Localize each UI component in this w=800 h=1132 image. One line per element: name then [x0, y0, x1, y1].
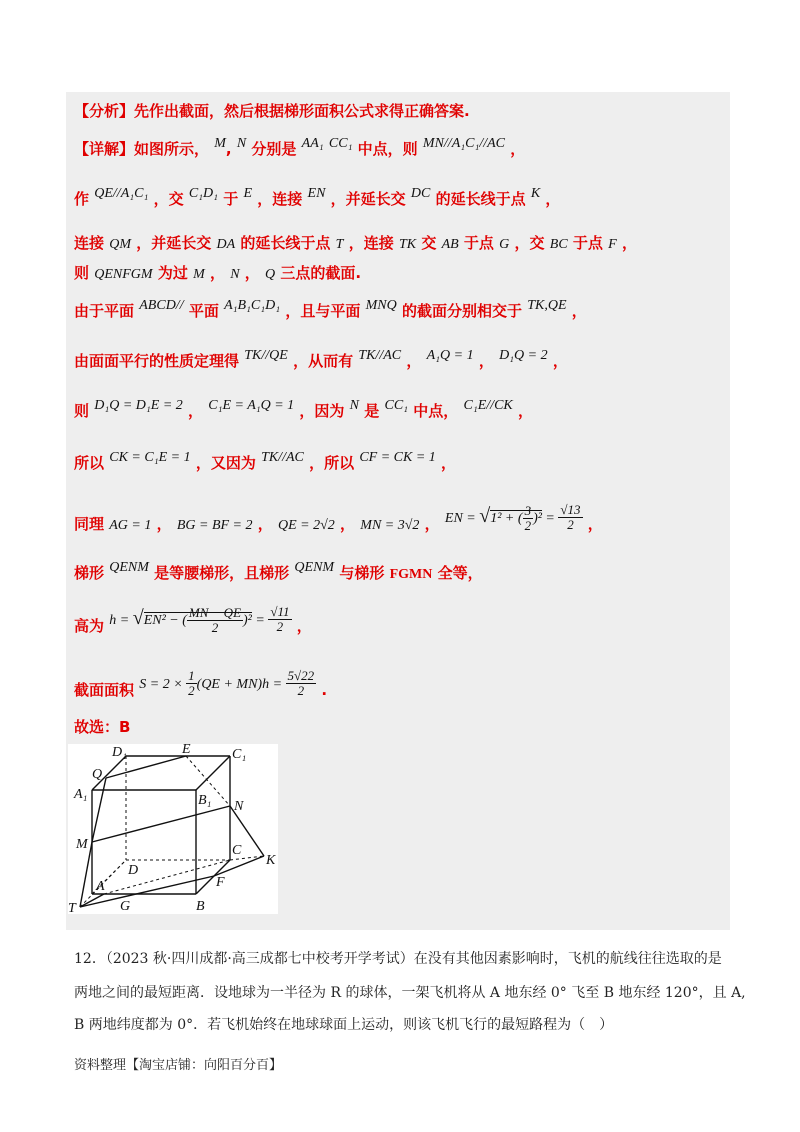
- math: QENM: [109, 560, 149, 575]
- text: 梯形: [74, 564, 105, 582]
- detail-line-2: [74, 188, 560, 209]
- num: √13: [560, 502, 581, 517]
- label-g: G: [120, 899, 131, 914]
- text: ，: [156, 515, 172, 533]
- text: 于: [223, 190, 239, 208]
- label-e: E: [182, 744, 191, 757]
- math: AG = 1: [109, 518, 152, 533]
- math: TK//QE: [244, 348, 288, 363]
- math: CK = C₁E = 1: [109, 450, 191, 465]
- math: M: [193, 267, 205, 282]
- text: ，连接: [257, 190, 303, 208]
- question-text: 12．（2023 秋·四川成都·高三成都七中校考开学考试）在没有其他因素影响时，飞机的航线往往选取的是: [74, 951, 722, 967]
- detail-line-6: [74, 350, 568, 371]
- text: 同理: [74, 515, 105, 533]
- question-text: 两地之间的最短距离．设地球为一半径为 R 的球体，一架飞机将从 A 地东经 0° 飞至 B 地东经 120°，且 A,: [74, 985, 746, 1001]
- math-n: N: [236, 136, 247, 151]
- text: 与梯形: [339, 564, 385, 582]
- question-line-1: [74, 948, 722, 968]
- math: C₁E = A₁Q = 1: [208, 398, 295, 413]
- math: CC₁: [384, 398, 409, 413]
- text: ，且与平面: [285, 302, 361, 320]
- math: BC: [549, 237, 568, 252]
- text: ，: [571, 302, 587, 320]
- text: ，并延长交: [136, 234, 212, 252]
- text: ，: [552, 352, 568, 370]
- analysis-text: 【分析】先作出截面，然后根据梯形面积公式求得正确答案.: [74, 102, 470, 120]
- answer-text: 故选：B: [74, 718, 131, 736]
- text: 作: [74, 190, 90, 208]
- detail-lead: 【详解】如图所示，: [74, 140, 210, 158]
- text: 则: [74, 264, 90, 282]
- label-d1: D₁: [112, 745, 127, 760]
- den: 2: [567, 517, 574, 532]
- footer-text: 资料整理【淘宝店铺：向阳百分百】: [74, 1058, 283, 1073]
- math: TK//AC: [261, 450, 304, 465]
- text: ，: [424, 515, 440, 533]
- text: ，所以: [309, 454, 355, 472]
- text: ，: [517, 402, 533, 420]
- math: 1² +: [490, 511, 518, 526]
- math: QE//A₁C₁: [94, 186, 149, 201]
- math: QENM: [294, 560, 335, 575]
- text: ，: [545, 190, 561, 208]
- question-line-2: [74, 982, 746, 1002]
- text: 中点，: [413, 402, 459, 420]
- detail-line-4: [74, 262, 361, 283]
- text: ，: [587, 515, 603, 533]
- sqrt-body: EN² − ( $\frac{MN - QE}{2}$ )²: [143, 605, 252, 636]
- text: 的延长线于点: [240, 234, 331, 252]
- text: ，又因为: [195, 454, 256, 472]
- answer-line: [74, 716, 130, 737]
- text: 由于平面: [74, 302, 135, 320]
- fraction: [186, 669, 197, 698]
- text: ，: [188, 402, 204, 420]
- math: FGMN: [389, 567, 433, 582]
- detail-line-7: [74, 400, 533, 421]
- math: D₁Q = D₁E = 2: [94, 398, 183, 413]
- text: .: [321, 681, 328, 699]
- text: ，: [406, 352, 422, 370]
- math: EN: [307, 186, 326, 201]
- text: ，连接: [348, 234, 394, 252]
- math: A₁Q = 1: [426, 348, 474, 363]
- fraction: [268, 605, 291, 634]
- den: 2: [297, 683, 305, 698]
- label-d: D: [128, 863, 139, 878]
- label-c1: C₁: [232, 747, 247, 762]
- label-f: F: [216, 875, 225, 890]
- label-a: A: [96, 879, 105, 894]
- text: 分别是: [251, 140, 297, 158]
- math: N: [230, 267, 240, 282]
- text: 则: [74, 402, 90, 420]
- num: √11: [270, 604, 290, 619]
- den: 2: [276, 619, 284, 634]
- fraction: [523, 504, 534, 533]
- sqrt-body: 1² + ( $\frac{3}{2}$ )²: [490, 503, 542, 534]
- text: 中点，则: [357, 140, 418, 158]
- detail-line-10: [74, 562, 483, 583]
- math: TK,QE: [527, 298, 567, 313]
- text: 是: [364, 402, 380, 420]
- den: 2: [188, 683, 195, 698]
- num: 1: [188, 668, 195, 683]
- detail-line-1: 【详解】如图所示， M, N 分别是 AA₁ CC₁ 中点，则 MN//A₁C₁//AC ，: [74, 136, 526, 158]
- num: 5√22: [287, 668, 315, 683]
- text: 交: [421, 234, 437, 252]
- label-t: T: [68, 901, 76, 914]
- math: A₁B₁C₁D₁: [224, 298, 281, 313]
- math: QM: [109, 237, 132, 252]
- sqrt-sign: √: [132, 607, 144, 629]
- math: =: [541, 511, 559, 526]
- label-b: B: [196, 899, 205, 914]
- math: T: [335, 237, 344, 252]
- math: DA: [216, 237, 236, 252]
- text: 于点: [572, 234, 603, 252]
- text: 三点的截面.: [280, 264, 362, 282]
- text: ，: [621, 234, 637, 252]
- math-cc1: CC₁: [328, 136, 353, 151]
- label-q: Q: [92, 767, 103, 782]
- text: 由面面平行的性质定理得: [74, 352, 240, 370]
- text: ，并延长交: [330, 190, 406, 208]
- text: 所以: [74, 454, 105, 472]
- text: 高为: [74, 617, 105, 635]
- detail-line-8: [74, 452, 456, 473]
- math: C₁E//CK: [463, 398, 513, 413]
- fraction: [187, 606, 243, 635]
- text: ，: [441, 454, 457, 472]
- math: TK//AC: [358, 348, 402, 363]
- text: 于点: [463, 234, 494, 252]
- text: 截面面积: [74, 681, 135, 699]
- num: MN − QE: [188, 605, 242, 621]
- question-line-3: [74, 1014, 613, 1034]
- math: EN² −: [143, 613, 183, 628]
- label-b1: B₁: [198, 793, 212, 808]
- math: MN = 3√2: [360, 518, 420, 533]
- geometry-figure: [68, 744, 278, 914]
- math: D₁Q = 2: [499, 348, 548, 363]
- fraction: [558, 503, 582, 532]
- detail-line-12: [74, 668, 328, 705]
- detail-line-9: [74, 502, 603, 540]
- math: E: [243, 186, 253, 201]
- text: ，: [478, 352, 494, 370]
- den: 2: [524, 518, 532, 534]
- text: ，: [209, 264, 225, 282]
- text: 是等腰梯形，且梯形: [154, 564, 290, 582]
- den: 2: [211, 620, 219, 636]
- math: N: [349, 398, 360, 413]
- math-relation: MN//A₁C₁//AC: [422, 136, 505, 151]
- math: QENFGM: [94, 267, 153, 282]
- label-m: M: [76, 837, 88, 852]
- text: ，: [244, 264, 260, 282]
- text: 全等，: [437, 564, 483, 582]
- sqrt-sign: √: [479, 505, 491, 527]
- math: BG = BF = 2: [176, 518, 253, 533]
- text: ，: [510, 140, 526, 158]
- text: 平面: [188, 302, 219, 320]
- math: EN =: [444, 511, 480, 526]
- text: ，交: [514, 234, 545, 252]
- text: ，: [257, 515, 273, 533]
- detail-line-3: [74, 232, 637, 253]
- math: Q: [265, 267, 276, 282]
- math: S = 2 ×: [139, 677, 187, 692]
- label-c: C: [232, 843, 242, 858]
- label-a1: A₁: [74, 787, 88, 802]
- detail-line-5: [74, 300, 587, 321]
- math: G: [499, 237, 510, 252]
- num: 3: [524, 503, 532, 519]
- analysis-line: [74, 100, 470, 121]
- text: 的截面分别相交于: [401, 302, 522, 320]
- math: C₁D₁: [188, 186, 218, 201]
- text: ，: [340, 515, 356, 533]
- question-text: B 两地纬度都为 0°．若飞机始终在地球球面上运动，则该飞机飞行的最短路程为（ ）: [74, 1017, 614, 1033]
- text: 的延长线于点: [435, 190, 526, 208]
- math-aa1: AA₁: [301, 136, 324, 151]
- math: MNQ: [365, 298, 397, 313]
- math-m: M: [214, 136, 226, 151]
- math: F: [608, 237, 617, 252]
- text: 为过: [157, 264, 188, 282]
- label-k: K: [266, 853, 276, 868]
- footer-credit: [74, 1054, 282, 1073]
- fraction: [286, 669, 317, 698]
- text: ，: [296, 617, 312, 635]
- math: K: [530, 186, 541, 201]
- math: (QE + MN)h =: [196, 677, 286, 692]
- detail-line-11: 高为 h = √EN² − ( $\frac{MN - QE}{2}$ )² = $\frac{√11}{2}$ ，: [74, 604, 312, 636]
- math: AB: [441, 237, 459, 252]
- text: ，从而有: [293, 352, 354, 370]
- math: TK: [398, 237, 417, 252]
- math: CF = CK = 1: [359, 450, 436, 465]
- cube-diagram: [68, 744, 278, 914]
- math: ABCD//: [139, 298, 184, 313]
- math: h =: [109, 613, 133, 628]
- text: ，交: [153, 190, 184, 208]
- math: DC: [410, 186, 431, 201]
- label-n: N: [234, 799, 244, 814]
- text: ，因为: [299, 402, 345, 420]
- math: QE = 2√2: [278, 518, 335, 533]
- text: 连接: [74, 234, 105, 252]
